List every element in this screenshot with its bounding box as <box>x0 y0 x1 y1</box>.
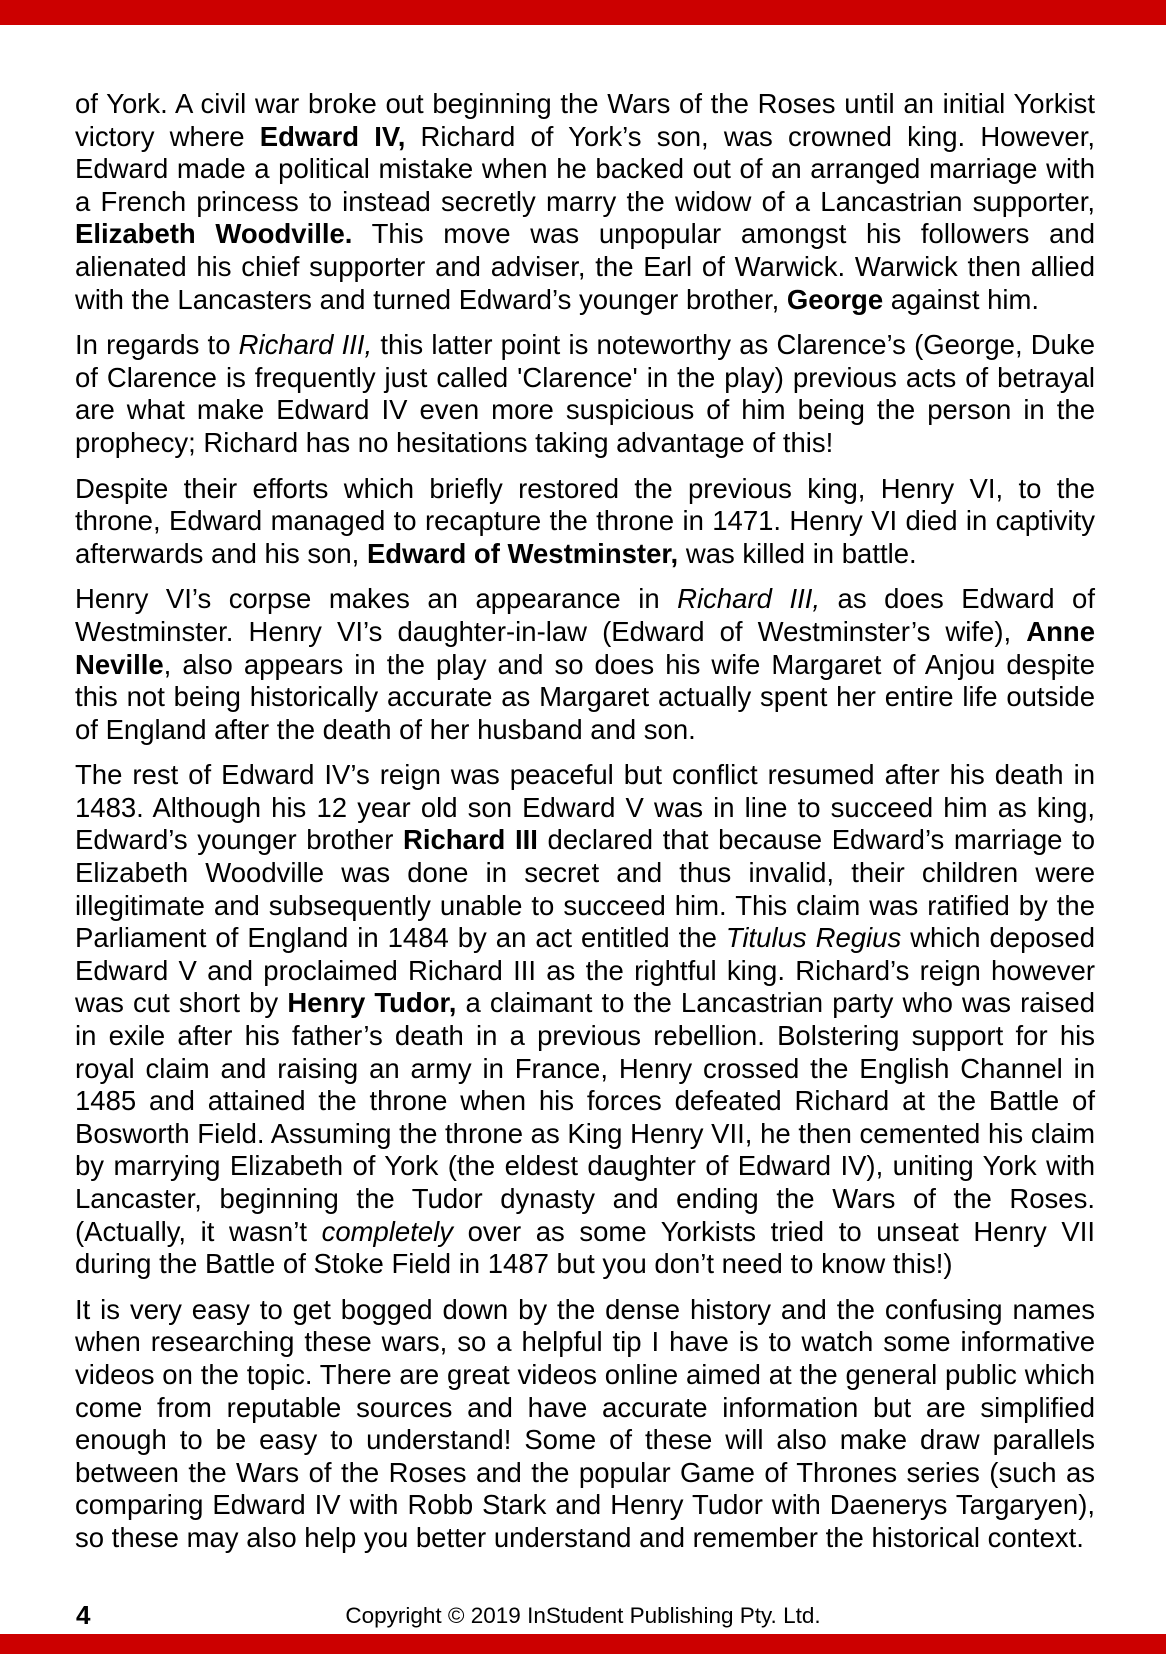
text-run: Despite their efforts which briefly restored the previous king, Henry VI, to the throne, Edward managed to recapture the throne in 1471. Henry VI died in captivity afterwards and his son, <box>75 472 1095 569</box>
bold-text-run: Richard III <box>402 824 538 856</box>
text-run: In regards to <box>75 329 239 361</box>
text-run: The rest of Edward IV’s reign was peaceful but conflict resumed after his death in 1483. Although his 12 year old son Edward V was in line to succeed him as king, Edward’s younger brother <box>75 759 1095 856</box>
text-run: This move was unpopular amongst his followers and alienated his chief supporter and adviser, the Earl of Warwick. Warwick then allied with the Lancasters and turned Edward’s younger brother, <box>75 218 1095 315</box>
text-run: was killed in battle. <box>678 537 917 569</box>
text-run: against him. <box>883 283 1040 315</box>
paragraph <box>75 329 1095 459</box>
text-run: as does Edward of Westminster. Henry VI’s daughter-in-law (Edward of Westminster’s wife), <box>75 583 1095 647</box>
paragraph <box>75 473 1095 571</box>
text-run: over as some Yorkists tried to unseat Henry VII during the Battle of Stoke Field in 1487 but you don’t need to know this!) <box>75 1215 1095 1280</box>
text-run: a claimant to the Lancastrian party who was raised in exile after his father’s death in a previous rebellion. Bolstering support for his royal claim and raising an army in France, Henry crossed the English Channel in 1485 and attained the throne when his forces defeated Richard at the Battle of Bosworth Field. Assuming the throne as King Henry VII, he then cemented his claim by marrying Elizabeth of York (the eldest daughter of Edward IV), uniting York with Lancaster, beginning the Tudor dynasty and ending the Wars of the Roses. (Actually, it wasn’t <box>75 987 1095 1247</box>
bold-text-run: Edward IV, <box>259 120 406 152</box>
text-run: It is very easy to get bogged down by the dense history and the confusing names when researching these wars, so a helpful tip I have is to watch some informative videos on the topic. There are great videos online aimed at the general public which come from reputable sources and have accurate information but are simplified enough to be easy to understand! Some of these will also make draw parallels between the Wars of the Roses and the popular Game of Thrones series (such as comparing Edward IV with Robb Stark and Henry Tudor with Daenerys Targaryen), so these may also help you better understand and remember the historical context. <box>75 1293 1095 1553</box>
bold-text-run: George <box>786 283 884 315</box>
text-run: which deposed Edward V and proclaimed Richard III as the rightful king. Richard’s reign however was cut short by <box>75 922 1095 1019</box>
paragraph <box>75 88 1095 316</box>
text-run: declared that because Edward’s marriage to Elizabeth Woodville was done in secret and thus invalid, their children were illegitimate and subsequently unable to succeed him. This claim was ratified by the Parliament of England in 1484 by an act entitled the <box>75 824 1095 954</box>
page-body <box>75 88 1095 1568</box>
text-run: of York. A civil war broke out beginning the Wars of the Roses until an initial Yorkist victory where <box>75 88 1095 152</box>
italic-text-run: Titulus Regius <box>725 922 902 954</box>
bold-text-run: Henry Tudor, <box>287 987 457 1019</box>
page-footer <box>0 1598 1166 1634</box>
paragraph <box>75 759 1095 1281</box>
italic-text-run: Richard III, <box>238 329 373 361</box>
page-number: 4 <box>76 1600 91 1630</box>
text-run: this latter point is noteworthy as Clarence’s (George, Duke of Clarence is frequently just called 'Clarence' in the play) previous acts of betrayal are what make Edward IV even more suspicious of him being the person in the prophecy; Richard has no hesitations taking advantage of this! <box>75 329 1095 458</box>
paragraph <box>75 1294 1095 1555</box>
text-run: Henry VI’s corpse makes an appearance in <box>75 583 678 615</box>
copyright-text: Copyright © 2019 InStudent Publishing Pty. Ltd. <box>345 1603 821 1628</box>
italic-text-run: Richard III, <box>677 583 821 615</box>
bold-text-run: Edward of Westminster, <box>366 537 679 569</box>
paragraph <box>75 583 1095 746</box>
text-run: , also appears in the play and so does his wife Margaret of Anjou despite this not being historically accurate as Margaret actually spent her entire life outside of England after the death of her husband and son. <box>75 648 1095 745</box>
italic-text-run: completely <box>321 1215 454 1247</box>
top-red-band <box>0 0 1166 25</box>
bold-text-run: Elizabeth Woodville. <box>75 218 353 250</box>
text-run: Richard of York’s son, was crowned king. However, Edward made a political mistake when he backed out of an arranged marriage with a French princess to instead secretly marry the widow of a Lancastrian supporter, <box>75 120 1095 217</box>
bottom-red-band <box>0 1634 1166 1654</box>
bold-text-run: Anne Neville <box>75 615 1095 680</box>
